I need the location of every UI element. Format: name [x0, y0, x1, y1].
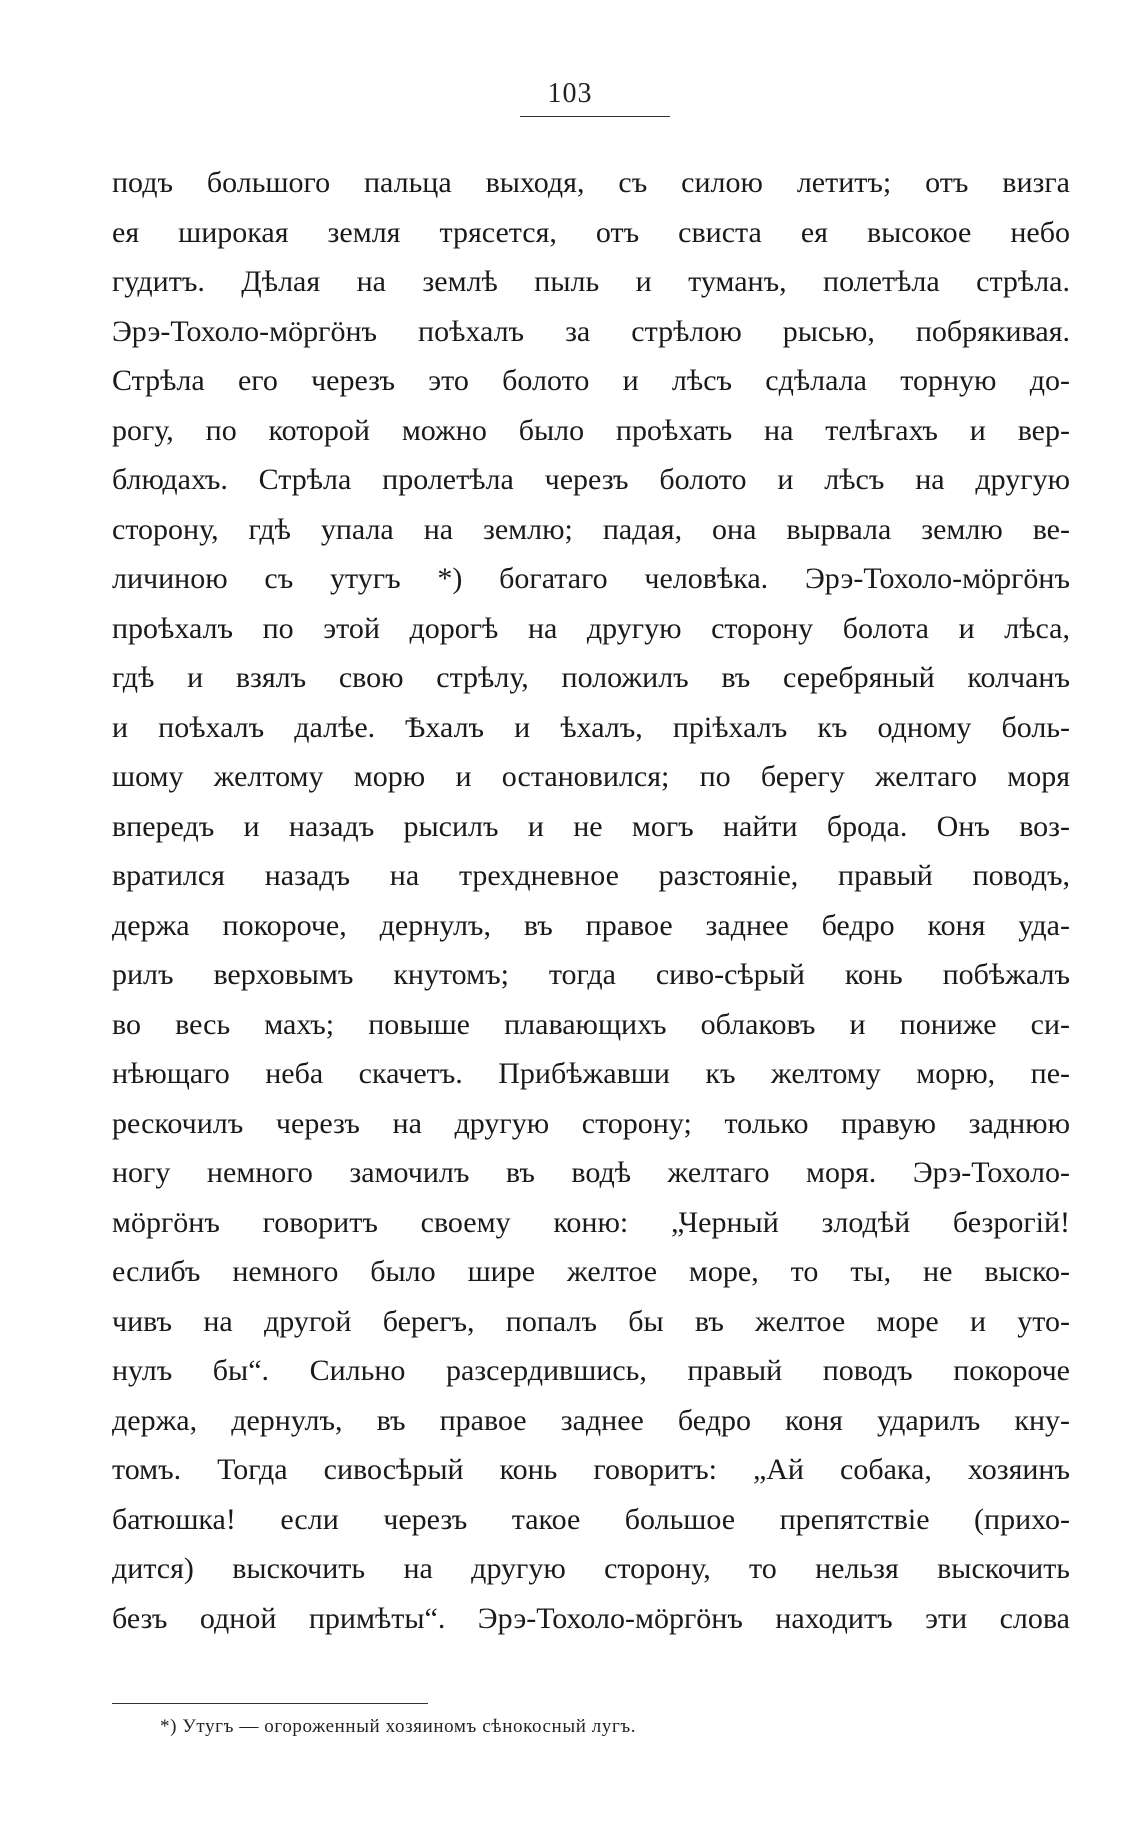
text-line: сторону, гдѣ упала на землю; падая, она вырвала землю ве-	[112, 512, 1070, 546]
text-line: ея широкая земля трясется, отъ свиста ея высокое небо	[112, 215, 1070, 249]
header-rule	[520, 116, 670, 117]
text-line: нулъ бы“. Сильно разсердившись, правый поводъ покороче	[112, 1354, 1070, 1387]
text-line: держа покороче, дернулъ, въ правое заднее бедро коня уда-	[112, 908, 1070, 942]
text-line: мöргöнъ говоритъ своему коню: „Черный злодѣй безрогій!	[112, 1205, 1070, 1239]
text-line: рогу, по которой можно было проѣхать на телѣгахъ и вер-	[112, 413, 1070, 447]
footnote: *) Утугъ — огороженный хозяиномъ сѣнокосный лугъ.	[160, 1716, 637, 1737]
text-line: во весь махъ; повыше плавающихъ облаковъ и пониже си-	[112, 1007, 1070, 1041]
page-number: 103	[547, 78, 593, 109]
text-line: гдѣ и взялъ свою стрѣлу, положилъ въ серебряный колчанъ	[112, 661, 1070, 694]
text-line: нѣющаго неба скачетъ. Прибѣжавши къ желтому морю, пе-	[112, 1057, 1070, 1090]
text-line: гудитъ. Дѣлая на землѣ пыль и туманъ, полетѣла стрѣла.	[112, 265, 1070, 298]
text-line: рилъ верховымъ кнутомъ; тогда сиво-сѣрый конь побѣжалъ	[112, 958, 1070, 991]
text-line: держа, дернулъ, въ правое заднее бедро коня ударилъ кну-	[112, 1403, 1070, 1437]
text-line: подъ большого пальца выходя, съ силою летитъ; отъ визга	[112, 166, 1070, 199]
text-line: дится) выскочить на другую сторону, то нельзя выскочить	[112, 1552, 1070, 1585]
text-line: Эрэ-Тохоло-мöргöнъ поѣхалъ за стрѣлою рысью, побрякивая.	[112, 314, 1070, 348]
text-line: личиною съ утугъ *) богатаго человѣка. Эрэ-Тохоло-мöргöнъ	[112, 562, 1070, 595]
text-line: батюшка! если черезъ такое большое препятствіе (прихо-	[112, 1502, 1070, 1536]
text-line: еслибъ немного было шире желтое море, то ты, не выско-	[112, 1255, 1070, 1288]
text-line: Стрѣла его черезъ это болото и лѣсъ сдѣлала торную до-	[112, 364, 1070, 397]
text-line: безъ одной примѣты“. Эрэ-Тохоло-мöргöнъ находитъ эти слова	[112, 1601, 1070, 1635]
text-line: впередъ и назадъ рысилъ и не могъ найти брода. Онъ воз-	[112, 809, 1070, 843]
text-line: чивъ на другой берегъ, попалъ бы въ желтое море и уто-	[112, 1304, 1070, 1338]
footnote-rule	[112, 1703, 428, 1704]
body-text	[112, 158, 1070, 1643]
text-line: блюдахъ. Стрѣла пролетѣла черезъ болото и лѣсъ на другую	[112, 463, 1070, 496]
text-line: рескочилъ черезъ на другую сторону; только правую заднюю	[112, 1106, 1070, 1140]
text-line: томъ. Тогда сивосѣрый конь говоритъ: „Ай собака, хозяинъ	[112, 1453, 1070, 1486]
text-line: проѣхалъ по этой дорогѣ на другую сторону болота и лѣса,	[112, 611, 1070, 645]
text-line: и поѣхалъ далѣе. Ѣхалъ и ѣхалъ, пріѣхалъ къ одному боль-	[112, 710, 1070, 744]
text-line: шому желтому морю и остановился; по берегу желтаго моря	[112, 760, 1070, 793]
text-line: ногу немного замочилъ въ водѣ желтаго моря. Эрэ-Тохоло-	[112, 1156, 1070, 1189]
text-line: вратился назадъ на трехдневное разстояніе, правый поводъ,	[112, 859, 1070, 892]
